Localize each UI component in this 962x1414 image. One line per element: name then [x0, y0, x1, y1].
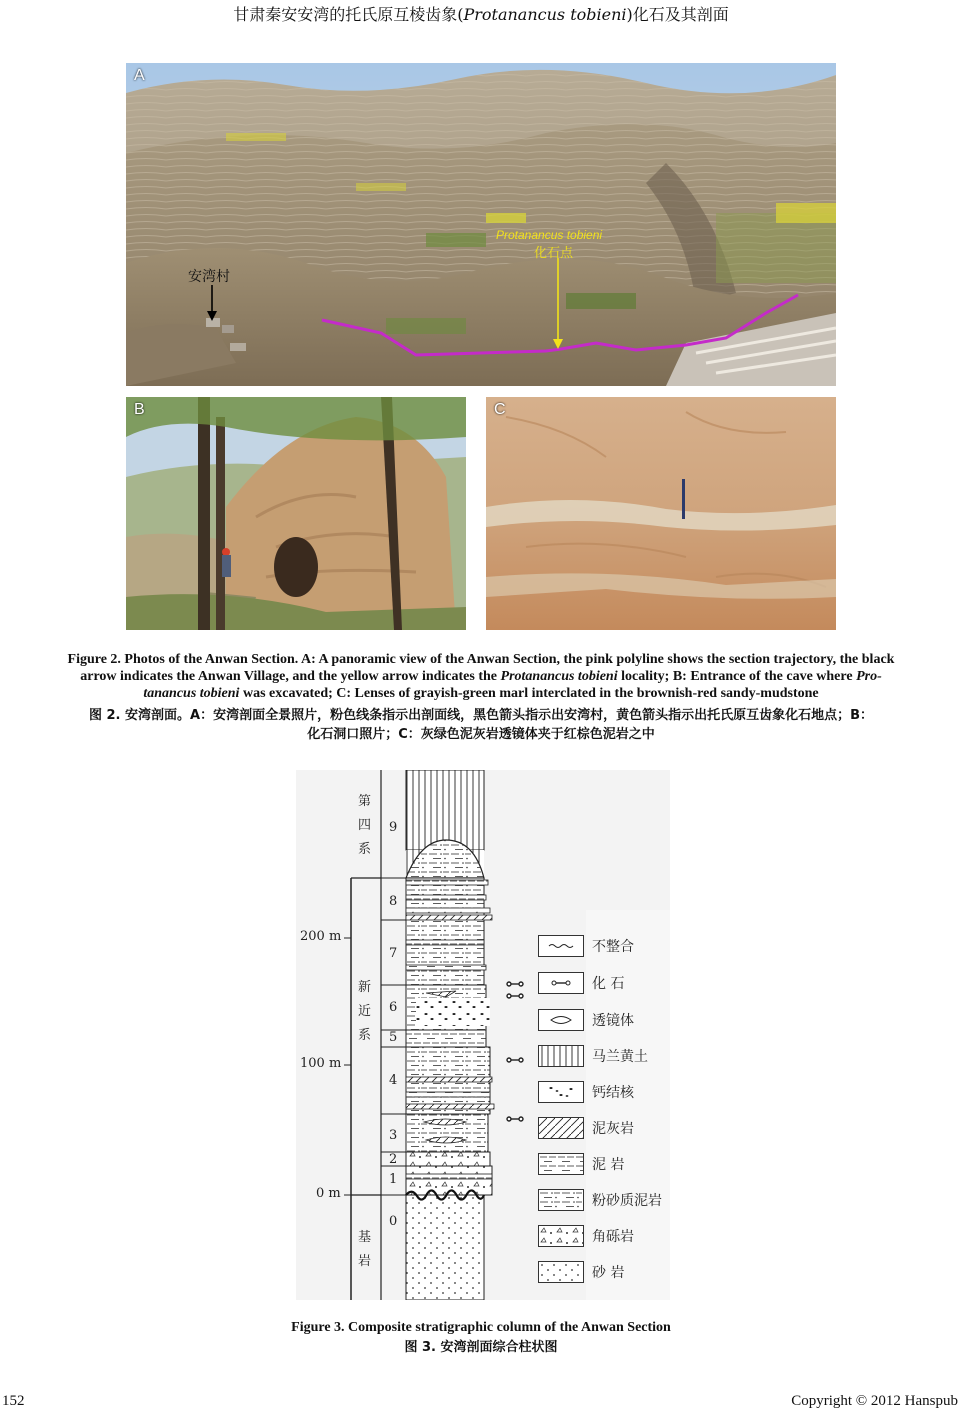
- layer-7: 7: [389, 946, 398, 961]
- figure3-stratigraphic-column: [296, 770, 670, 1300]
- copyright-notice: Copyright © 2012 Hanspub: [791, 1393, 958, 1409]
- system-quaternary: 第 四 系: [358, 794, 372, 857]
- layer-2: 2: [389, 1152, 398, 1167]
- lithology-legend: [538, 934, 670, 1300]
- layer-1: 1: [389, 1172, 398, 1187]
- breccia-icon: [538, 1225, 584, 1247]
- figure3-caption-en: Figure 3. Composite stratigraphic column of the Anwan Section: [291, 1320, 671, 1335]
- header-title-prefix: 甘肃秦安安湾的托氏原互棱齿象(: [233, 5, 464, 24]
- panel-a-label: A: [134, 67, 145, 84]
- marl-lens-image: [486, 397, 836, 630]
- figure2-panel-a-photo: [126, 63, 836, 386]
- legend-item-fossil: 化 石: [538, 971, 624, 995]
- fossil-icon: [538, 972, 584, 994]
- loess-icon: [538, 1045, 584, 1067]
- fossil-species-label: Protanancus tobieni: [496, 228, 603, 242]
- running-header: [0, 2, 962, 25]
- legend-item-calcareous-nodule: 钙结核: [538, 1080, 634, 1104]
- layer-0: 0: [389, 1214, 398, 1229]
- silty-mudstone-icon: [538, 1189, 584, 1211]
- depth-label-100m: 100 m: [300, 1056, 342, 1071]
- system-bedrock: 基 岩: [358, 1230, 372, 1269]
- figure2-caption-en-line1: Figure 2. Photos of the Anwan Section. A: A panoramic view of the Anwan Section, the pink polyline shows the section trajectory, the black: [67, 652, 895, 667]
- layer-4: 4: [389, 1073, 398, 1088]
- figure3-caption-zh: 图 3. 安湾剖面综合柱状图: [404, 1340, 558, 1355]
- layer-8: 8: [389, 894, 398, 909]
- legend-item-silty-mudstone: 粉砂质泥岩: [538, 1188, 662, 1212]
- figure2-caption-en-line3: tanancus tobieni was excavated; C: Lenses of grayish-green marl interclated in the brownish-red sandy-mudstone: [143, 686, 819, 701]
- figure2-caption-zh: [0, 706, 962, 744]
- legend-item-marl: 泥灰岩: [538, 1116, 634, 1140]
- layer-3: 3: [389, 1128, 398, 1143]
- mudstone-icon: [538, 1153, 584, 1175]
- system-neogene: 新 近 系: [358, 980, 372, 1043]
- figure2-panel-b-photo: [126, 397, 466, 630]
- lens-icon: [538, 1009, 584, 1031]
- page-number: 152: [2, 1393, 25, 1409]
- panorama-landscape: [126, 63, 836, 386]
- legend-item-breccia: 角砾岩: [538, 1224, 634, 1248]
- unconformity-icon: [538, 935, 584, 957]
- figure2-caption-zh-line2: 化石洞口照片；C：灰绿色泥灰岩透镜体夹于红棕色泥岩之中: [307, 727, 655, 742]
- legend-item-sandstone: 砂 岩: [538, 1260, 624, 1284]
- legend-item-lens: 透镜体: [538, 1008, 634, 1032]
- village-label: 安湾村: [188, 269, 230, 285]
- header-title-species: Protanancus tobieni: [463, 5, 627, 24]
- header-title-suffix: )化石及其剖面: [626, 5, 729, 24]
- figure2-caption-en: [0, 651, 962, 702]
- figure2-caption-zh-line1: 图 2. 安湾剖面。A：安湾剖面全景照片，粉色线条指示出剖面线，黑色箭头指示出安湾村，黄色箭头指示出托氏原互齿象化石地点；B：: [88, 708, 873, 723]
- legend-item-loess: 马兰黄土: [538, 1044, 648, 1068]
- figure2-caption-en-line2: arrow indicates the Anwan Village, and the yellow arrow indicates the Protanancus tobieni locality; B: Entrance of the cave where Pro-: [80, 669, 882, 684]
- legend-item-unconformity: 不整合: [538, 934, 634, 958]
- layer-6: 6: [389, 1000, 398, 1015]
- layer-9: 9: [389, 820, 398, 835]
- sandstone-icon: [538, 1261, 584, 1283]
- figure2-panel-c-photo: [486, 397, 836, 630]
- marl-icon: [538, 1117, 584, 1139]
- depth-label-0m: 0 m: [316, 1186, 341, 1201]
- fossil-site-label: 化石点: [534, 246, 574, 261]
- cave-entrance-image: [126, 397, 466, 630]
- depth-label-200m: 200 m: [300, 929, 342, 944]
- calcareous-nodule-icon: [538, 1081, 584, 1103]
- panel-b-label: B: [134, 401, 145, 418]
- panel-c-label: C: [494, 401, 506, 418]
- legend-item-mudstone: 泥 岩: [538, 1152, 624, 1176]
- layer-5: 5: [389, 1030, 398, 1045]
